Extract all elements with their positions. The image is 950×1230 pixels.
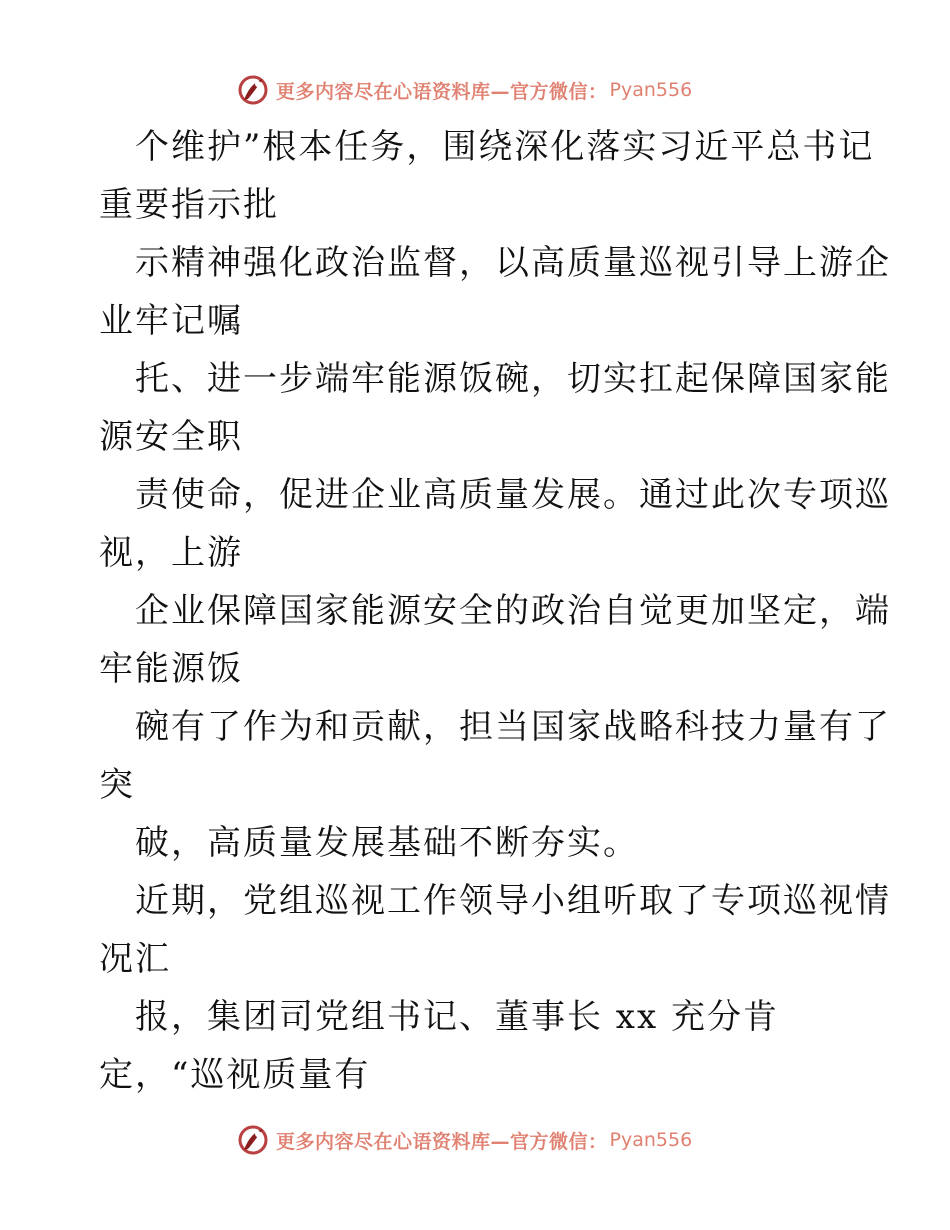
body-line: 突 — [99, 765, 135, 805]
body-line: 破，高质量发展基础不断夯实。 — [135, 823, 639, 863]
brand-logo-icon — [236, 73, 270, 107]
watermark-text: 更多内容尽在心语资料库—官方微信： — [276, 80, 608, 103]
brand-logo-icon — [236, 1123, 270, 1157]
body-line: 个维护”根本任务，围绕深化落实习近平总书记 — [135, 127, 875, 167]
header-watermark — [236, 72, 692, 108]
document-body — [99, 118, 891, 1104]
body-line: 牢能源饭 — [99, 649, 243, 689]
watermark-text: 更多内容尽在心语资料库—官方微信： — [276, 1130, 608, 1153]
body-line: 近期，党组巡视工作领导小组听取了专项巡视情 — [135, 881, 891, 921]
footer-watermark — [236, 1122, 692, 1158]
body-line: 责使命，促进企业高质量发展。通过此次专项巡 — [135, 475, 891, 515]
body-line: 示精神强化政治监督，以高质量巡视引导上游企 — [135, 243, 891, 283]
body-line: 报，集团司党组书记、董事长 xx 充分肯 — [135, 997, 779, 1037]
body-line: 重要指示批 — [99, 185, 279, 225]
body-line: 托、进一步端牢能源饭碗，切实扛起保障国家能 — [135, 359, 891, 399]
watermark-wechat-id: Pyan556 — [609, 79, 693, 101]
body-line: 况汇 — [99, 939, 171, 979]
body-line: 业牢记嘱 — [99, 301, 243, 341]
watermark-wechat-id: Pyan556 — [609, 1129, 693, 1151]
body-line: 定，“巡视质量有 — [99, 1055, 371, 1095]
body-line: 源安全职 — [99, 417, 243, 457]
body-line: 碗有了作为和贡献，担当国家战略科技力量有了 — [135, 707, 891, 747]
body-line: 视，上游 — [99, 533, 243, 573]
body-line: 企业保障国家能源安全的政治自觉更加坚定，端 — [135, 591, 891, 631]
